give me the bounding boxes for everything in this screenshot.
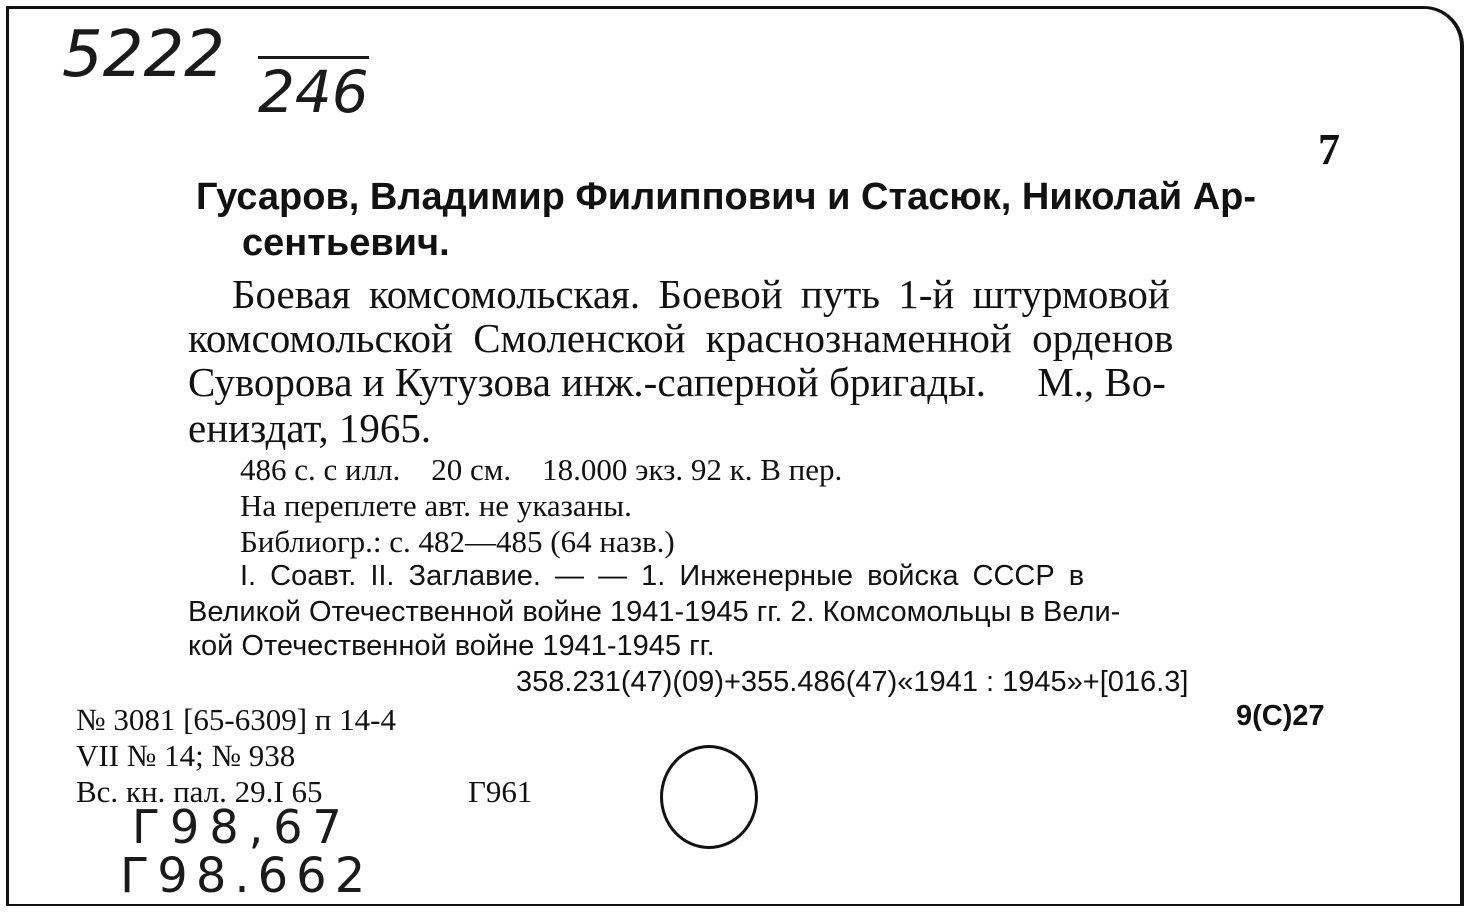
footer-line1: № 3081 [65-6309] п 14-4 <box>76 702 396 737</box>
subjects-line2: Великой Отечественной войне 1941-1945 гг. 2. Комсомольцы в Вели- <box>188 596 1121 628</box>
details-line3: Библиогр.: с. 482—485 (64 назв.) <box>240 524 675 559</box>
handwritten-bottom-line2: Г98.662 <box>120 848 374 904</box>
subjects-line1: I. Соавт. II. Заглавие. — — 1. Инженерные войска СССР в <box>240 560 1085 592</box>
author-heading-line1: Гусаров, Владимир Филиппович и Стасюк, Николай Ар- <box>196 176 1257 218</box>
card-number: 7 <box>1318 125 1340 174</box>
classification-line2: 9(С)27 <box>1236 700 1325 732</box>
footer-line2: VII № 14; № 938 <box>76 738 296 773</box>
footer-line3-left: Вс. кн. пал. 29.I 65 <box>76 774 323 809</box>
title-line4: ениздат, 1965. <box>188 405 432 451</box>
handwritten-top-fraction: 246 <box>258 58 369 126</box>
title-line1: Боевая комсомольская. Боевой путь 1-й штурмовой <box>232 271 1170 317</box>
subjects-line3: кой Отечественной войне 1941-1945 гг. <box>188 630 715 662</box>
circle-stamp <box>660 745 758 849</box>
details-line2: На переплете авт. не указаны. <box>240 488 632 523</box>
handwritten-bottom-line1: Г98,67 <box>132 800 352 854</box>
title-line2: комсомольской Смоленской краснознаменной орденов <box>188 315 1174 361</box>
title-line3: Суворова и Кутузова инж.-саперной бригады. М., Во- <box>188 359 1166 405</box>
footer-line3-right: Г961 <box>468 774 533 809</box>
handwritten-top-number: 5222 <box>62 18 225 92</box>
classification-line1: 358.231(47)(09)+355.486(47)«1941 : 1945»+[016.3] <box>516 666 1189 698</box>
details-line1: 486 с. с илл. 20 см. 18.000 экз. 92 к. В пер. <box>240 452 843 487</box>
author-heading-line2: сентьевич. <box>242 222 450 264</box>
